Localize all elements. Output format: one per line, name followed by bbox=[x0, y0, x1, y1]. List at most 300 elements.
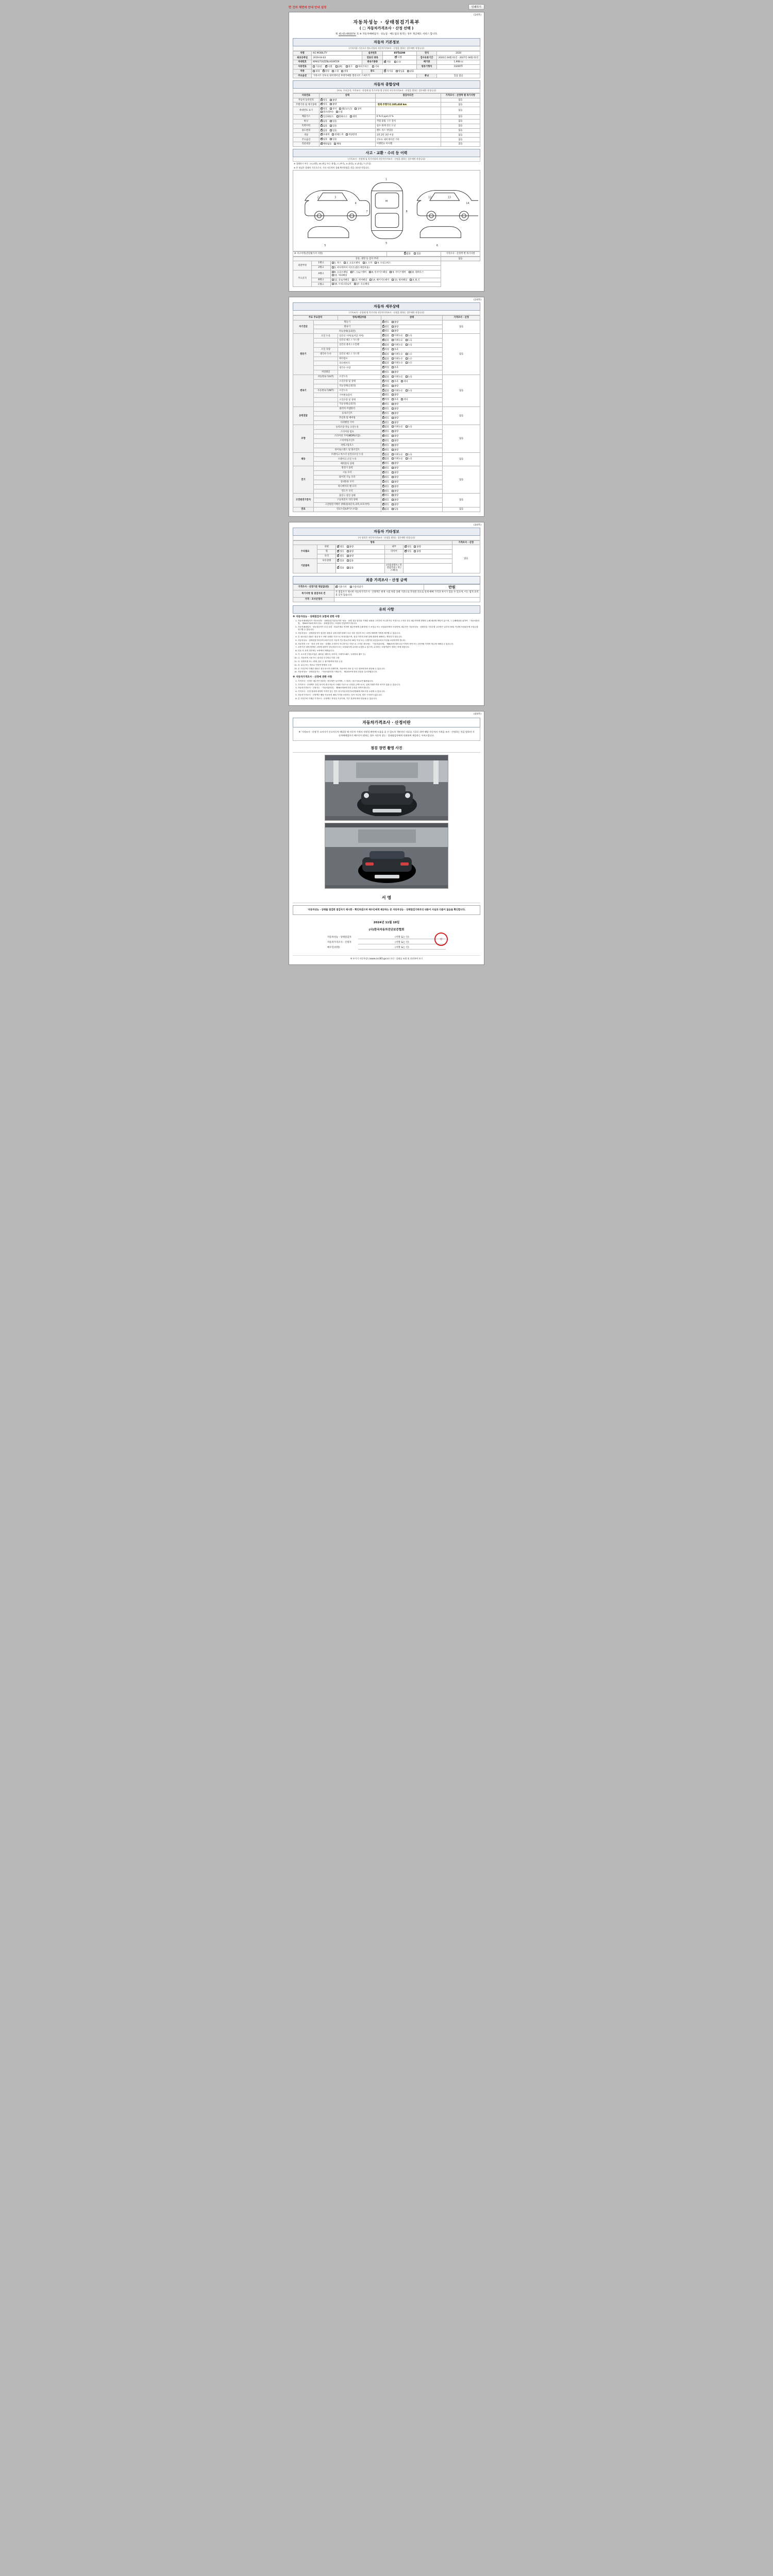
checkbox-icon[interactable] bbox=[382, 321, 384, 323]
checkbox-icon[interactable] bbox=[337, 115, 339, 117]
checkbox-option[interactable] bbox=[392, 412, 398, 415]
checkbox-icon[interactable] bbox=[392, 389, 394, 392]
checkbox-icon[interactable] bbox=[382, 490, 384, 492]
checkbox-option[interactable] bbox=[363, 262, 373, 265]
checkbox-icon[interactable] bbox=[382, 444, 384, 446]
checkbox-icon[interactable] bbox=[382, 449, 384, 451]
checkbox-icon[interactable] bbox=[337, 560, 339, 562]
checkbox-option[interactable] bbox=[332, 262, 342, 265]
checkbox-icon[interactable] bbox=[344, 262, 346, 264]
checkbox-icon[interactable] bbox=[330, 120, 332, 122]
checkbox-icon[interactable] bbox=[406, 334, 408, 336]
checkbox-icon[interactable] bbox=[382, 371, 384, 373]
checkbox-icon[interactable] bbox=[406, 344, 408, 346]
checkbox-icon[interactable] bbox=[332, 274, 334, 276]
checkbox-option[interactable] bbox=[392, 380, 398, 383]
checkbox-icon[interactable] bbox=[321, 115, 323, 117]
checkbox-icon[interactable] bbox=[392, 481, 394, 483]
checkbox-option[interactable] bbox=[330, 129, 337, 132]
checkbox-option[interactable] bbox=[392, 366, 398, 369]
checkbox-option[interactable] bbox=[330, 125, 337, 128]
checkbox-option[interactable] bbox=[332, 266, 369, 269]
checkbox-icon[interactable] bbox=[392, 362, 394, 364]
checkbox-option[interactable] bbox=[392, 508, 398, 511]
checkbox-icon[interactable] bbox=[382, 426, 384, 428]
checkbox-icon[interactable] bbox=[382, 330, 384, 332]
checkbox-icon[interactable] bbox=[406, 453, 408, 455]
checkbox-option[interactable] bbox=[392, 389, 403, 393]
checkbox-option[interactable] bbox=[382, 358, 389, 361]
checkbox-icon[interactable] bbox=[406, 376, 408, 378]
checkbox-icon[interactable] bbox=[414, 550, 416, 552]
checkbox-option[interactable] bbox=[334, 143, 341, 146]
checkbox-option[interactable] bbox=[392, 417, 398, 420]
checkbox-option[interactable] bbox=[392, 494, 398, 497]
checkbox-icon[interactable] bbox=[321, 129, 323, 131]
checkbox-option[interactable] bbox=[382, 467, 389, 470]
checkbox-icon[interactable] bbox=[392, 426, 394, 428]
checkbox-icon[interactable] bbox=[382, 435, 384, 437]
checkbox-icon[interactable] bbox=[392, 508, 394, 510]
checkbox-icon[interactable] bbox=[392, 348, 394, 350]
checkbox-option[interactable] bbox=[382, 366, 389, 369]
checkbox-option[interactable] bbox=[392, 462, 398, 465]
checkbox-option[interactable] bbox=[382, 508, 389, 511]
checkbox-option[interactable] bbox=[352, 279, 367, 282]
checkbox-icon[interactable] bbox=[405, 550, 407, 552]
checkbox-icon[interactable] bbox=[321, 133, 323, 135]
checkbox-option[interactable] bbox=[332, 133, 343, 137]
checkbox-icon[interactable] bbox=[332, 271, 334, 273]
checkbox-option[interactable] bbox=[382, 462, 389, 465]
checkbox-option[interactable] bbox=[414, 546, 421, 549]
checkbox-icon[interactable] bbox=[392, 408, 394, 410]
checkbox-icon[interactable] bbox=[321, 125, 323, 127]
checkbox-option[interactable] bbox=[382, 417, 389, 420]
checkbox-option[interactable] bbox=[337, 546, 344, 549]
checkbox-icon[interactable] bbox=[406, 457, 408, 460]
checkbox-icon[interactable] bbox=[414, 546, 416, 548]
checkbox-icon[interactable] bbox=[321, 99, 323, 101]
checkbox-icon[interactable] bbox=[321, 143, 323, 145]
checkbox-option[interactable] bbox=[406, 453, 412, 456]
checkbox-icon[interactable] bbox=[382, 358, 384, 360]
checkbox-option[interactable] bbox=[401, 380, 408, 383]
checkbox-option[interactable] bbox=[336, 111, 343, 114]
checkbox-icon[interactable] bbox=[392, 330, 394, 332]
checkbox-option[interactable] bbox=[337, 567, 344, 570]
checkbox-option[interactable] bbox=[321, 143, 332, 146]
checkbox-option[interactable] bbox=[409, 271, 424, 274]
checkbox-icon[interactable] bbox=[392, 279, 394, 281]
checkbox-icon[interactable] bbox=[347, 567, 349, 569]
checkbox-icon[interactable] bbox=[392, 485, 394, 487]
checkbox-icon[interactable] bbox=[382, 380, 384, 382]
checkbox-option[interactable] bbox=[392, 439, 398, 443]
checkbox-option[interactable] bbox=[354, 283, 369, 286]
print-button[interactable]: 인쇄하기 bbox=[468, 4, 484, 10]
checkbox-option[interactable] bbox=[406, 426, 412, 429]
checkbox-option[interactable] bbox=[392, 503, 398, 506]
checkbox-option[interactable] bbox=[321, 125, 327, 128]
checkbox-option[interactable] bbox=[330, 138, 337, 141]
checkbox-option[interactable] bbox=[347, 546, 354, 549]
checkbox-option[interactable] bbox=[382, 481, 389, 484]
checkbox-icon[interactable] bbox=[382, 439, 384, 442]
checkbox-icon[interactable] bbox=[337, 555, 339, 557]
checkbox-option[interactable] bbox=[392, 348, 398, 351]
checkbox-icon[interactable] bbox=[382, 403, 384, 405]
checkbox-option[interactable] bbox=[347, 567, 354, 570]
checkbox-icon[interactable] bbox=[382, 362, 384, 364]
checkbox-option[interactable] bbox=[392, 471, 398, 474]
checkbox-option[interactable] bbox=[350, 271, 366, 274]
checkbox-icon[interactable] bbox=[390, 271, 392, 273]
checkbox-option[interactable] bbox=[392, 353, 403, 356]
checkbox-option[interactable] bbox=[392, 398, 398, 401]
checkbox-icon[interactable] bbox=[392, 449, 394, 451]
checkbox-icon[interactable] bbox=[337, 567, 339, 569]
checkbox-option[interactable] bbox=[332, 283, 351, 286]
checkbox-option[interactable] bbox=[392, 344, 403, 347]
checkbox-option[interactable] bbox=[382, 334, 389, 337]
checkbox-icon[interactable] bbox=[347, 560, 349, 562]
checkbox-option[interactable] bbox=[347, 555, 354, 558]
checkbox-icon[interactable] bbox=[332, 133, 334, 135]
checkbox-option[interactable] bbox=[382, 485, 389, 488]
checkbox-icon[interactable] bbox=[406, 389, 408, 392]
checkbox-option[interactable] bbox=[392, 457, 403, 461]
checkbox-icon[interactable] bbox=[332, 262, 334, 264]
checkbox-option[interactable] bbox=[392, 403, 398, 406]
checkbox-option[interactable] bbox=[392, 490, 398, 493]
checkbox-option[interactable] bbox=[382, 348, 389, 351]
checkbox-option[interactable] bbox=[382, 389, 389, 393]
checkbox-option[interactable] bbox=[382, 321, 389, 324]
checkbox-option[interactable] bbox=[382, 426, 389, 429]
checkbox-icon[interactable] bbox=[350, 271, 352, 273]
checkbox-option[interactable] bbox=[392, 449, 398, 452]
checkbox-icon[interactable] bbox=[347, 550, 349, 552]
checkbox-option[interactable] bbox=[337, 115, 348, 118]
checkbox-option[interactable] bbox=[392, 279, 407, 282]
checkbox-option[interactable] bbox=[382, 398, 389, 401]
checkbox-option[interactable] bbox=[369, 271, 387, 274]
checkbox-icon[interactable] bbox=[392, 499, 394, 501]
checkbox-option[interactable] bbox=[382, 344, 389, 347]
checkbox-option[interactable] bbox=[321, 138, 327, 141]
checkbox-option[interactable] bbox=[406, 339, 412, 342]
checkbox-icon[interactable] bbox=[334, 143, 336, 145]
checkbox-option[interactable] bbox=[321, 99, 327, 102]
checkbox-option[interactable] bbox=[382, 421, 389, 425]
checkbox-icon[interactable] bbox=[354, 283, 356, 285]
checkbox-option[interactable] bbox=[382, 453, 389, 456]
checkbox-option[interactable] bbox=[382, 339, 389, 342]
checkbox-option[interactable] bbox=[382, 490, 389, 493]
checkbox-icon[interactable] bbox=[401, 380, 403, 382]
checkbox-icon[interactable] bbox=[392, 417, 394, 419]
checkbox-icon[interactable] bbox=[392, 358, 394, 360]
checkbox-option[interactable] bbox=[406, 389, 412, 393]
checkbox-option[interactable] bbox=[321, 111, 333, 114]
checkbox-icon[interactable] bbox=[382, 457, 384, 460]
checkbox-icon[interactable] bbox=[410, 279, 412, 281]
checkbox-option[interactable] bbox=[382, 330, 389, 333]
checkbox-option[interactable] bbox=[344, 262, 360, 265]
checkbox-option[interactable] bbox=[321, 103, 327, 106]
checkbox-option[interactable] bbox=[392, 453, 403, 456]
checkbox-option[interactable] bbox=[382, 494, 389, 497]
checkbox-icon[interactable] bbox=[392, 394, 394, 396]
checkbox-option[interactable] bbox=[392, 476, 398, 479]
checkbox-icon[interactable] bbox=[392, 444, 394, 446]
checkbox-icon[interactable] bbox=[382, 344, 384, 346]
checkbox-icon[interactable] bbox=[392, 421, 394, 423]
checkbox-icon[interactable] bbox=[347, 555, 349, 557]
checkbox-icon[interactable] bbox=[406, 426, 408, 428]
checkbox-icon[interactable] bbox=[392, 398, 394, 400]
checkbox-icon[interactable] bbox=[392, 467, 394, 469]
checkbox-icon[interactable] bbox=[406, 362, 408, 364]
checkbox-icon[interactable] bbox=[321, 138, 323, 140]
checkbox-icon[interactable] bbox=[369, 279, 372, 281]
checkbox-icon[interactable] bbox=[321, 111, 323, 113]
checkbox-icon[interactable] bbox=[382, 499, 384, 501]
checkbox-option[interactable] bbox=[406, 344, 412, 347]
checkbox-option[interactable] bbox=[337, 550, 344, 553]
checkbox-icon[interactable] bbox=[382, 485, 384, 487]
checkbox-option[interactable] bbox=[406, 358, 412, 361]
checkbox-option[interactable] bbox=[392, 339, 403, 342]
checkbox-icon[interactable] bbox=[337, 550, 339, 552]
checkbox-icon[interactable] bbox=[392, 430, 394, 432]
checkbox-icon[interactable] bbox=[382, 389, 384, 392]
checkbox-icon[interactable] bbox=[382, 471, 384, 473]
checkbox-icon[interactable] bbox=[382, 348, 384, 350]
checkbox-icon[interactable] bbox=[406, 353, 408, 355]
checkbox-option[interactable] bbox=[382, 471, 389, 474]
checkbox-option[interactable] bbox=[382, 362, 389, 365]
checkbox-option[interactable] bbox=[392, 467, 398, 470]
checkbox-icon[interactable] bbox=[392, 403, 394, 405]
checkbox-icon[interactable] bbox=[401, 398, 403, 400]
checkbox-option[interactable] bbox=[382, 499, 389, 502]
checkbox-option[interactable] bbox=[332, 274, 347, 277]
checkbox-icon[interactable] bbox=[392, 471, 394, 473]
checkbox-option[interactable] bbox=[350, 115, 357, 118]
checkbox-icon[interactable] bbox=[406, 339, 408, 341]
checkbox-option[interactable] bbox=[382, 394, 389, 397]
checkbox-icon[interactable] bbox=[392, 490, 394, 492]
checkbox-icon[interactable] bbox=[382, 503, 384, 505]
checkbox-icon[interactable] bbox=[392, 366, 394, 368]
checkbox-icon[interactable] bbox=[382, 417, 384, 419]
checkbox-icon[interactable] bbox=[382, 494, 384, 496]
checkbox-icon[interactable] bbox=[382, 353, 384, 355]
checkbox-option[interactable] bbox=[392, 321, 398, 324]
checkbox-option[interactable] bbox=[382, 326, 389, 329]
sign-row-1-value[interactable]: (서명 또는 인) bbox=[358, 941, 446, 944]
checkbox-icon[interactable] bbox=[382, 508, 384, 510]
checkbox-option[interactable] bbox=[405, 546, 411, 549]
checkbox-option[interactable] bbox=[392, 334, 403, 337]
checkbox-option[interactable] bbox=[390, 271, 406, 274]
checkbox-option[interactable] bbox=[392, 385, 398, 388]
checkbox-option[interactable] bbox=[321, 133, 329, 137]
checkbox-icon[interactable] bbox=[392, 457, 394, 460]
checkbox-icon[interactable] bbox=[382, 467, 384, 469]
checkbox-option[interactable] bbox=[382, 476, 389, 479]
checkbox-option[interactable] bbox=[375, 262, 391, 265]
checkbox-icon[interactable] bbox=[332, 266, 334, 268]
checkbox-icon[interactable] bbox=[382, 398, 384, 400]
checkbox-icon[interactable] bbox=[392, 453, 394, 455]
checkbox-icon[interactable] bbox=[382, 326, 384, 328]
checkbox-icon[interactable] bbox=[382, 481, 384, 483]
checkbox-option[interactable] bbox=[382, 412, 389, 415]
checkbox-icon[interactable] bbox=[392, 439, 394, 442]
checkbox-option[interactable] bbox=[406, 353, 412, 356]
checkbox-option[interactable] bbox=[382, 403, 389, 406]
checkbox-option[interactable] bbox=[410, 279, 419, 282]
checkbox-icon[interactable] bbox=[382, 476, 384, 478]
checkbox-option[interactable] bbox=[382, 444, 389, 447]
checkbox-icon[interactable] bbox=[330, 125, 332, 127]
checkbox-icon[interactable] bbox=[392, 380, 394, 382]
checkbox-icon[interactable] bbox=[382, 366, 384, 368]
checkbox-icon[interactable] bbox=[382, 412, 384, 414]
checkbox-icon[interactable] bbox=[392, 494, 394, 496]
checkbox-icon[interactable] bbox=[330, 129, 332, 131]
checkbox-icon[interactable] bbox=[392, 476, 394, 478]
checkbox-option[interactable] bbox=[382, 385, 389, 388]
checkbox-icon[interactable] bbox=[392, 353, 394, 355]
checkbox-icon[interactable] bbox=[321, 103, 323, 105]
checkbox-icon[interactable] bbox=[382, 385, 384, 387]
checkbox-icon[interactable] bbox=[382, 430, 384, 432]
checkbox-option[interactable] bbox=[330, 120, 337, 123]
checkbox-option[interactable] bbox=[321, 115, 334, 118]
checkbox-icon[interactable] bbox=[392, 321, 394, 323]
checkbox-option[interactable] bbox=[337, 560, 344, 563]
checkbox-option[interactable] bbox=[382, 408, 389, 411]
checkbox-icon[interactable] bbox=[382, 394, 384, 396]
checkbox-icon[interactable] bbox=[392, 344, 394, 346]
checkbox-icon[interactable] bbox=[336, 111, 338, 113]
checkbox-option[interactable] bbox=[392, 362, 403, 365]
checkbox-option[interactable] bbox=[382, 371, 389, 374]
checkbox-icon[interactable] bbox=[382, 408, 384, 410]
checkbox-option[interactable] bbox=[406, 376, 412, 379]
checkbox-option[interactable] bbox=[321, 129, 327, 132]
checkbox-icon[interactable] bbox=[330, 108, 332, 110]
checkbox-icon[interactable] bbox=[339, 108, 341, 110]
checkbox-icon[interactable] bbox=[330, 103, 332, 105]
checkbox-option[interactable] bbox=[401, 398, 408, 401]
checkbox-icon[interactable] bbox=[392, 412, 394, 414]
checkbox-option[interactable] bbox=[392, 444, 398, 447]
checkbox-icon[interactable] bbox=[382, 421, 384, 423]
checkbox-option[interactable] bbox=[330, 103, 337, 106]
sign-row-2-value[interactable]: (서명 또는 인) bbox=[358, 946, 446, 950]
checkbox-option[interactable] bbox=[347, 550, 354, 553]
checkbox-option[interactable] bbox=[414, 550, 421, 553]
checkbox-option[interactable] bbox=[392, 485, 398, 488]
checkbox-icon[interactable] bbox=[392, 503, 394, 505]
checkbox-icon[interactable] bbox=[330, 138, 332, 140]
checkbox-icon[interactable] bbox=[337, 546, 339, 548]
checkbox-option[interactable] bbox=[346, 133, 357, 137]
checkbox-icon[interactable] bbox=[392, 435, 394, 437]
checkbox-option[interactable] bbox=[382, 439, 389, 443]
checkbox-icon[interactable] bbox=[332, 283, 334, 285]
checkbox-option[interactable] bbox=[382, 503, 389, 506]
checkbox-option[interactable] bbox=[392, 358, 403, 361]
checkbox-icon[interactable] bbox=[375, 262, 377, 264]
checkbox-icon[interactable] bbox=[382, 376, 384, 378]
checkbox-option[interactable] bbox=[321, 120, 327, 123]
checkbox-option[interactable] bbox=[392, 481, 398, 484]
checkbox-option[interactable] bbox=[382, 449, 389, 452]
checkbox-icon[interactable] bbox=[382, 334, 384, 336]
checkbox-option[interactable] bbox=[406, 334, 412, 337]
checkbox-option[interactable] bbox=[382, 380, 389, 383]
checkbox-option[interactable] bbox=[369, 279, 389, 282]
sign-row-0-value[interactable]: (서명 또는 인) bbox=[358, 936, 446, 939]
checkbox-option[interactable] bbox=[392, 376, 403, 379]
checkbox-icon[interactable] bbox=[321, 120, 323, 122]
checkbox-option[interactable] bbox=[406, 457, 412, 461]
checkbox-option[interactable] bbox=[392, 421, 398, 425]
checkbox-option[interactable] bbox=[392, 330, 398, 333]
checkbox-option[interactable] bbox=[330, 99, 337, 102]
checkbox-icon[interactable] bbox=[350, 115, 352, 117]
checkbox-option[interactable] bbox=[337, 555, 344, 558]
checkbox-option[interactable] bbox=[392, 371, 398, 374]
checkbox-icon[interactable] bbox=[330, 99, 332, 101]
checkbox-option[interactable] bbox=[355, 108, 361, 111]
checkbox-icon[interactable] bbox=[332, 279, 334, 281]
checkbox-icon[interactable] bbox=[382, 453, 384, 455]
checkbox-icon[interactable] bbox=[346, 133, 348, 135]
checkbox-option[interactable] bbox=[392, 426, 403, 429]
checkbox-option[interactable] bbox=[392, 408, 398, 411]
checkbox-option[interactable] bbox=[382, 353, 389, 356]
checkbox-icon[interactable] bbox=[355, 108, 357, 110]
checkbox-option[interactable] bbox=[392, 326, 398, 329]
checkbox-icon[interactable] bbox=[392, 376, 394, 378]
checkbox-icon[interactable] bbox=[392, 462, 394, 464]
checkbox-icon[interactable] bbox=[392, 385, 394, 387]
checkbox-icon[interactable] bbox=[392, 371, 394, 373]
checkbox-option[interactable] bbox=[382, 376, 389, 379]
checkbox-option[interactable] bbox=[382, 435, 389, 438]
checkbox-icon[interactable] bbox=[352, 279, 354, 281]
checkbox-option[interactable] bbox=[406, 362, 412, 365]
checkbox-option[interactable] bbox=[332, 279, 349, 282]
checkbox-icon[interactable] bbox=[409, 271, 411, 273]
checkbox-icon[interactable] bbox=[382, 339, 384, 341]
checkbox-option[interactable] bbox=[392, 430, 398, 433]
checkbox-option[interactable] bbox=[392, 435, 398, 438]
checkbox-option[interactable] bbox=[382, 457, 389, 461]
checkbox-option[interactable] bbox=[392, 499, 398, 502]
checkbox-option[interactable] bbox=[382, 430, 389, 433]
checkbox-option[interactable] bbox=[347, 560, 354, 563]
checkbox-icon[interactable] bbox=[392, 334, 394, 336]
checkbox-option[interactable] bbox=[405, 550, 411, 553]
